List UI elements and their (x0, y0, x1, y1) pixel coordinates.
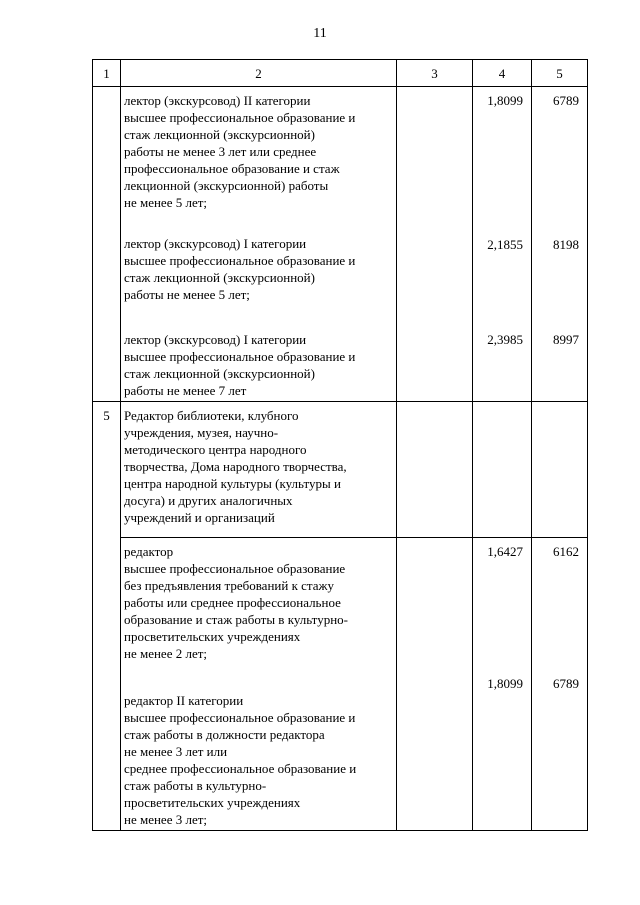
table-row (93, 402, 588, 538)
position-group-text: Редактор библиотеки, клубного учреждения, музея, научно- методического центра народного творчества, Дома народного творчества, центра народной культуры (культуры и досуга) и других аналогичных учреждений и организаций (124, 408, 347, 525)
coefficient-value: 2,1855 (487, 237, 523, 252)
salary-cell (532, 538, 588, 831)
salary-value: 8997 (553, 332, 579, 347)
position-text: лектор (экскурсовод) II категории высшее профессиональное образование и стаж лекционной (экскурсионной) работы не менее 3 лет или среднее профессиональное образование и стаж лекционной (экскурсионной) работы не менее 5 лет; (124, 93, 356, 210)
position-text: лектор (экскурсовод) I категории высшее профессиональное образование и стаж лекционной (экскурсионной) работы не менее 7 лет (124, 332, 356, 398)
empty-cell (397, 402, 473, 538)
position-description (121, 538, 397, 831)
position-text: редактор высшее профессиональное образование без предъявления требований к стажу работы или среднее профессиональное образование и стаж работы в культурно- просветительских учреждениях не менее 2 лет; (124, 544, 348, 661)
coefficient-value: 1,8099 (487, 93, 523, 108)
row-number (93, 87, 121, 402)
position-description (121, 87, 397, 402)
table-row (93, 538, 588, 831)
empty-cell (397, 87, 473, 402)
coefficient-value: 2,3985 (487, 332, 523, 347)
header-col-5: 5 (532, 60, 588, 87)
salary-value: 6789 (553, 676, 579, 691)
row-number: 5 (93, 402, 121, 831)
salary-value: 6789 (553, 93, 579, 108)
salary-cell (532, 87, 588, 402)
page-number: 11 (313, 26, 327, 41)
salary-value: 8198 (553, 237, 579, 252)
header-col-2: 2 (121, 60, 397, 87)
header-col-1: 1 (93, 60, 121, 87)
header-col-3: 3 (397, 60, 473, 87)
header-row (93, 60, 588, 87)
position-group-title (121, 402, 397, 538)
coefficient-value: 1,8099 (487, 676, 523, 691)
empty-cell (473, 402, 532, 538)
coefficient-cell (473, 538, 532, 831)
table-row (93, 87, 588, 402)
salary-value: 6162 (553, 544, 579, 559)
coefficient-value: 1,6427 (487, 544, 523, 559)
header-col-4: 4 (473, 60, 532, 87)
empty-cell (397, 538, 473, 831)
coefficient-cell (473, 87, 532, 402)
salary-table (92, 59, 588, 831)
position-text: редактор II категории высшее профессиональное образование и стаж работы в должности редактора не менее 3 лет или среднее профессиональное образование и стаж работы в культурно- просветительских учреждениях не менее 3 лет; (124, 693, 357, 827)
empty-cell (532, 402, 588, 538)
position-text: лектор (экскурсовод) I категории высшее профессиональное образование и стаж лекционной (экскурсионной) работы не менее 5 лет; (124, 236, 356, 302)
